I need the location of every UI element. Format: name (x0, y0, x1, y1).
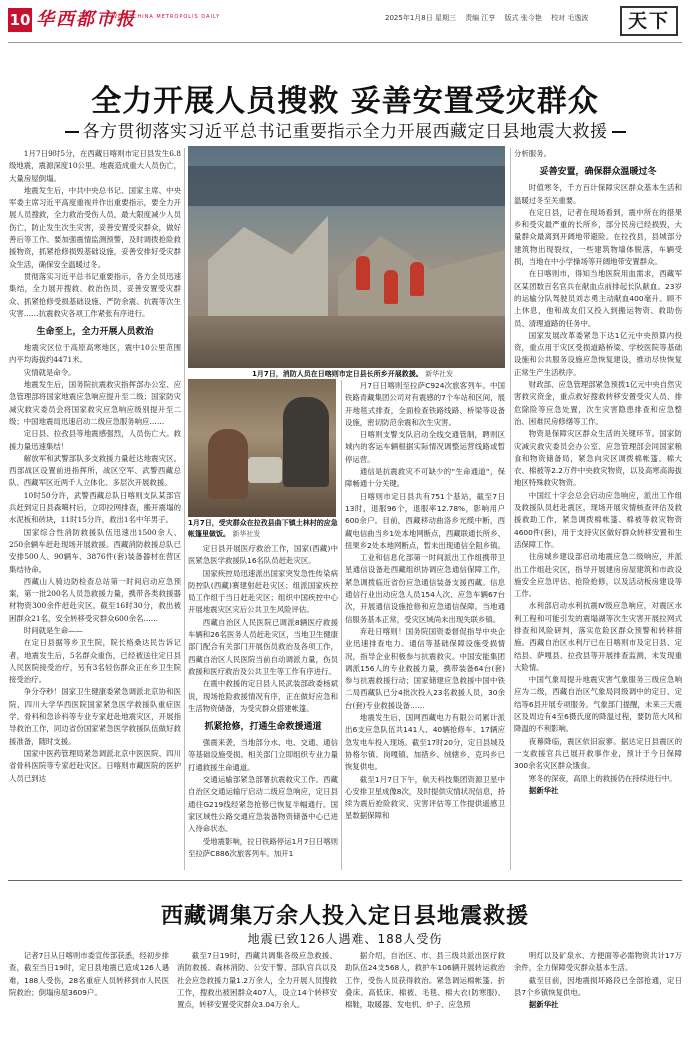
column-divider (341, 380, 342, 870)
article1-column-3 (345, 380, 505, 870)
body-paragraph: 据介绍，自治区、市、县三级共派出医疗救助队伍24支568人，救护车106辆开展转运救治工作，受伤人员获得救治。紧急调运棉帐篷、折叠床、高低床、棉被、毛毯、棉大衣(防寒服)、棉鞋，取暖器、发电机、炉子、应急照 (345, 951, 505, 1010)
body-paragraph: 截至7日19时，西藏共调集各级应急救援、消防救援、森林消防、公安干警、部队官兵以及社会应急救援力量1.2万余人，全力开展人员搜救工作，搜救出被困群众407人，设立14个转移安置点，转移安置受灾群众3.04万余人。 (177, 951, 337, 1010)
body-paragraph: 在定日县据等乡卫生院，院长格桑达民告诉记者，地震发生后，5名群众重伤，已经被送往定日县人民医院接受治疗，另有3名轻伤群众正在乡卫生院接受治疗。 (9, 638, 181, 685)
article2-column-2 (177, 950, 337, 1046)
body-paragraph: 西藏自治区人民医院已调派8辆医疗救援车辆和26名医务人员赶赴灾区，当地卫生健康部门配合有关部门开展伤员救治及各项工作，西藏自治区人民医院当前自动调派力量，伤员救援和医疗救治及公共卫生等工作有序进行。 (188, 617, 338, 676)
second-headline: 西藏调集万余人投入定日县地震救援 (160, 904, 529, 929)
body-paragraph: 分析服务。 (514, 149, 551, 158)
masthead-logo: 华西都市报 (36, 9, 136, 30)
article2-column-4 (514, 950, 682, 1046)
body-paragraph: 截至目前，因地震损坏路段已全部抢通，定日县7个乡镇恢复供电。 (514, 975, 682, 997)
body-paragraph: 地震灾区位于高原高寒地区，震中10公里范围内平均海拔约4471米。 (9, 343, 181, 365)
body-paragraph: 物资是保障灾区群众生活的关键环节。国家防灾减灾救灾委员会办公室、应急管理部会同国家粮食和物资储备局，紧急向灾区调拨棉帐篷、棉大衣、棉被等2.2万件中央救灾物资，以及高寒高海拔地区特殊救灾物资。 (514, 429, 682, 488)
body-paragraph: 住房城乡建设部启动地震应急二级响应，并派出工作组赴灾区，指导开展建房房屋建筑和市政设施安全应急评估、抢险抢修，以及活动板房建设等工作。 (514, 552, 682, 599)
body-paragraph: 寒冬的深夜，高原上的救援仍在持续进行中。 (528, 773, 677, 783)
body-paragraph: 记者7日从日喀则市委宣传部获悉，经初步排查，截至当日19时，定日县地震已造成126人遇难，188人受伤，28名重症人员转移到市人民医院救治；倒塌房屋3609户。 (9, 951, 169, 997)
tent-cooking-photo (188, 379, 336, 517)
article2-signature: 据新华社 (528, 1000, 559, 1010)
body-paragraph: 定日县、拉孜县等地震感强烈，人员伤亡大。救援力量迅速集结！ (9, 429, 181, 451)
masthead-english: WEST CHINA METROPOLIS DAILY (112, 14, 221, 20)
article2-column-3 (345, 950, 505, 1046)
article1-column-4 (514, 148, 682, 876)
section-heading-resettle: 妥善安置，确保群众温暖过冬 (539, 167, 657, 178)
section-divider (8, 880, 682, 881)
body-paragraph: 中国红十字会总会启动应急响应，派出工作组及救援队员赶赴震区，现场开展灾情核查评估及救援救助工作，紧急调拨棉帐篷、棉被等救灾物资4600件(套)，用于支持灾区做好群众转移安置和生活保障工作。 (514, 490, 682, 549)
body-paragraph: 解放军和武警部队多支救援力量赶达地震灾区。西部战区设置前进指挥所，战区空军、武警西藏总队、西藏军区近两千人立体化、多层次开展救援。 (9, 453, 181, 488)
section-heading-repair: 抓紧抢修，打通生命救援通道 (204, 722, 322, 733)
body-paragraph: 中国气象局提升地震灾害气象服务三级应急响应为二级，西藏自治区气象局同级调中的定日、定结等6县开展专项服务。气象部门提醒，未来三天震区及周边有4至6摄氏度的降温过程，要防范大风和降温的不利影响。 (514, 675, 682, 734)
rescue-photo (188, 146, 505, 368)
body-paragraph: 时间就是生命—— (23, 625, 83, 635)
page-number: 10 (8, 8, 32, 32)
body-paragraph: 地震发生后，国网西藏电力有限公司累计派出6支应急队伍共141人、40辆抢修车、17辆应急发电车投入现场。截至17时20分，定日县城及协格尔镇、岗嘎镇、加措乡、绒辖乡、克玛乡已恢复供电。 (345, 713, 505, 772)
editor-credit: 责编 江亨 (465, 14, 496, 22)
proof-credit: 校对 毛逸波 (551, 14, 589, 22)
body-paragraph: 明灯以及矿泉水、方便面等必需物资共计17万余件，全力保障受灾群众基本生活。 (514, 951, 682, 973)
second-subheadline: 地震已致126人遇难、188人受伤 (247, 932, 443, 946)
body-paragraph: 国家疾控局迅速派出国家突发急性传染病防控队(西藏)赛建射赶赴灾区；组派国家疾控局工作组于当日赶赴灾区；组织中国疾控中心开展地震灾区灾后公共卫生风险评估。 (188, 568, 338, 615)
column-divider (510, 148, 511, 870)
body-paragraph: 地震发生后，国务院抗震救灾指挥部办公室、应急管理部将国家地震应急响应提升至二级；国家防灾减灾救灾委员会将国家救灾应急响应级别提升至二级；中国地震局迅速启动二级应急服务响应…… (9, 380, 181, 426)
body-paragraph: 水利部启动水利抗震Ⅳ级应急响应，对震区水利工程和可能引发的震塌湖等次生灾害开展拉网式排查和风险研判，落实危险区群众预警和转移措施。西藏自治区水利厅已在日喀则市及定日县、定结县、萨嘎县、拉孜县等开展排查监测，未发现重大险情。 (514, 601, 682, 672)
body-paragraph: 国家综合性消防救援队伍迅速出1500余人、250余辆车赶赴现场开展救援。西藏消防救援总队已安排500人、90辆车、3876件(套)装备器材在营区集结待命。 (9, 527, 181, 574)
body-paragraph: 定日县开展医疗救治工作，国家(西藏)中医紧急医学救援队16名队员赶赴灾区。 (188, 544, 338, 566)
body-paragraph: 交通运输部紧急部署抗震救灾工作。西藏自治区交通运输厅启动二级应急响应，定日县通往G219线经紧急抢修已恢复半幅通行。国家区域性公路交通应急装备物资储备中心已进入待命状态。 (188, 775, 338, 834)
body-paragraph: 通信是抗震救灾不可缺少的“生命通道”，保障畅通十分关键。 (345, 467, 505, 489)
main-headline: 全力开展人员搜救 妥善安置受灾群众 (91, 84, 599, 119)
photo2-credit: 新华社发 (232, 530, 261, 538)
rescuer-figure (410, 262, 424, 296)
body-paragraph: 时值寒冬，千方百计保障灾区群众基本生活和温暖过冬至关重要。 (514, 183, 682, 205)
lead-paragraph: 贯彻落实习近平总书记重要指示，各方全员迅速集结，全力展开搜救、救治伤员、妥善安置受灾群众、抓紧抢修受损基础设施、严防余震、抗震等次生灾害……抗震救灾各项工作紧张有序进行。 (9, 271, 181, 318)
body-paragraph: 灾情就是命令。 (23, 367, 76, 377)
column-name: 天下 (620, 6, 678, 36)
lead-paragraph: 1月7日9时5分，在西藏日喀则市定日县发生6.8级地震，震源深度10公里。地震造成重大人员伤亡，大量房屋倒塌。 (9, 149, 181, 183)
photo2-caption (188, 518, 338, 540)
article1-column-1 (9, 148, 181, 870)
article2-column-1 (9, 950, 169, 1046)
header-rule (8, 42, 682, 43)
issue-meta (385, 13, 595, 23)
issue-date: 2025年1月8日 星期三 (385, 14, 456, 22)
body-paragraph: 日喀则市定日县共有751个基站，截至7日13时，退服96个，退服率12.78%，影响用户600余户。目前，西藏移动曲洛乡光缆中断，西藏电信曲当乡1处本地网断点，西藏联通长所乡、扭果乡2处本地网断点，暂未出现通信全阻乡镇。 (345, 491, 505, 550)
body-paragraph: 在定日县，记者在现场看到，震中所在的措果乡和受灾最严重的长所乡，部分民房已经损毁，大量群众最离到开阔地带避险。在拉孜县，县城部分建筑物出现裂纹，一些建筑物墙体脱落，车辆受损，当地在中小学操场等开阔地带安置群众。 (514, 207, 682, 267)
layout-credit: 版式 张今艳 (504, 14, 542, 22)
photo1-credit: 新华社发 (425, 370, 454, 378)
body-paragraph: 夜幕降临，震区依旧寂寥。据达定日县震区的一支救援官兵已展开救事作业，预计于今日保障300余名灾区群众饿食。 (514, 736, 682, 771)
body-paragraph: 强震来袭，当地部分水、电、交通、通信等基础设施受损。相关部门立即组织专业力量打通救援生命通道。 (188, 738, 338, 772)
body-paragraph: 工业和信息化部第一时间派出工作组携带卫星通信设备赴西藏组织协调应急通信保障工作，紧急调拨临近省份应急通信装备支援西藏。信息通信行业出动应急人员154人次、应急车辆67台次，开展通信设施抢修和应急通信保障。当地通信服务基本正常，受灾区域尚未出现失联乡镇。 (345, 553, 505, 624)
body-paragraph: 日喀则支警支队启动全线交通管制，聘则区城内的客运车辆根据实际情况调整运营线路或暂停运营。 (345, 430, 505, 464)
body-paragraph: 在震中救援的定日县人民武装部政委杨斌说，现场抢险救援情况有序，正在做好应急和生活物资储备，为受灾群众搭建帐篷。 (188, 679, 338, 713)
body-paragraph: 争分夺秒！国家卫生健康委紧急调派北京协和医院、四川大学华西医院国家紧急医学救援队重症医学、骨科和急诊科等专业专家赶赴地震灾区，开展指导救治工作，同边省份国家紧急医学救援队伍做好救援准备，随时支援。 (9, 687, 181, 746)
rescuer-figure (356, 256, 370, 290)
lead-paragraph: 地震发生后，中共中央总书记、国家主席、中央军委主席习近平高度重视并作出重要指示，要全力开展人员搜救，全力救治受伤人员，最大限度减少人员伤亡，防止发生次生灾害，妥善安置受灾群众，做好善后等工作。要加强震情监测预警，及时调拨抢险救援物资，抓紧抢修损毁基础设施，妥善安排好受灾群众生活，确保安全温暖过冬。 (9, 185, 181, 269)
article1-signature: 据新华社 (528, 785, 559, 795)
article1-column-2 (188, 543, 338, 870)
section-heading-rescue: 生命至上，全力开展人员救治 (36, 327, 154, 338)
body-paragraph: 月7日日喀则至拉萨C924次旅客列车。中国铁路青藏集团公司对有震感的7个车站和区间，展开地毯式排查，全面检查铁路线路、桥梁等设备设施，密切防范余震和次生灾害。 (345, 381, 505, 427)
body-paragraph: 10时50分许，武警西藏总队日喀则支队某部官兵赶到定日县森噶村后，立即拉网排查，搬开震塌的水泥板和砖块，11时15分许，救出1名中年男子。 (9, 490, 181, 525)
page-header (0, 0, 690, 46)
main-subheadline-text: 各方贯彻落实习近平总书记重要指示全力开展西藏定日县地震大救援 (82, 122, 608, 142)
body-paragraph: 财政部、应急管理部紧急预拨1亿元中央自然灾害救灾资金，重点救好搜救转移安置受灾人员、排危除险等应急处置，次生灾害隐患排查和应急整治、困难民房修缮等工作。 (514, 380, 682, 426)
body-paragraph: 国家发展改革委紧急下达1亿元中央预算内投资，重点用于灾区受损道路桥梁、学校医院等基础设施和公共服务设施应急恢复建设，推动尽快恢复正常生产生活秩序。 (514, 330, 682, 377)
main-subheadline (0, 117, 690, 142)
body-paragraph: 弃赴日喀则！国务院国资委督促指导中央企业迅速排查电力、通信等基础保障设施受损情况，指导企业积极参与抗震救灾。中国安能集团调派156人的专业救援力量，携带装备64台(套)参与抗震救援行动；国家储建应急救援中国中铁二局西藏队已分4批次投入23名救援人员，30余台(套)专业救援设备…… (345, 626, 505, 710)
body-paragraph: 西藏山人骑边防检查总站第一时间启动应急预案，第一批200名人员急救援力量，携带各类救援器材物资300余件赶赴灾区。截至16时30分，救出被困群众21名，安全转移受灾群众600余名…… (9, 576, 181, 623)
body-paragraph: 受地震影响，拉日铁路停运1月7日日喀则至拉萨C886次旅客列车。加开1 (188, 836, 338, 858)
body-paragraph: 截至1月7日下午，航天科技集团资源卫星中心安排卫星成像8次，及时提供灾情状况信息，持续为震后抢险救灾、灾害评估等工作提供遥感卫星数据保障和 (345, 774, 505, 821)
column-divider (184, 148, 185, 870)
body-paragraph: 在日喀则市，得知当地医院用血需求，西藏军区某团数百名官兵在献血点前排起长队献血。23岁的运输分队驾驶员刘志勇主动献血400毫升。顾不上休息，他和战友们又投入到搬运物资、救助伤员、清理道路的任务中。 (514, 269, 682, 328)
photo2-caption-text: 1月7日，受灾群众在拉孜县曲下镇土林村的应急帐篷里做饭。 (188, 519, 338, 538)
rescuer-figure (384, 270, 398, 304)
photo1-caption-text: 1月7日，消防人员在日喀则市定日县长所乡开展救援。 (252, 370, 423, 378)
body-paragraph: 国家中医药管理局紧急调派北京中医医院、四川省骨科医院等专家赶赴灾区。日喀则市藏医院的医护人员已到达 (9, 748, 181, 783)
